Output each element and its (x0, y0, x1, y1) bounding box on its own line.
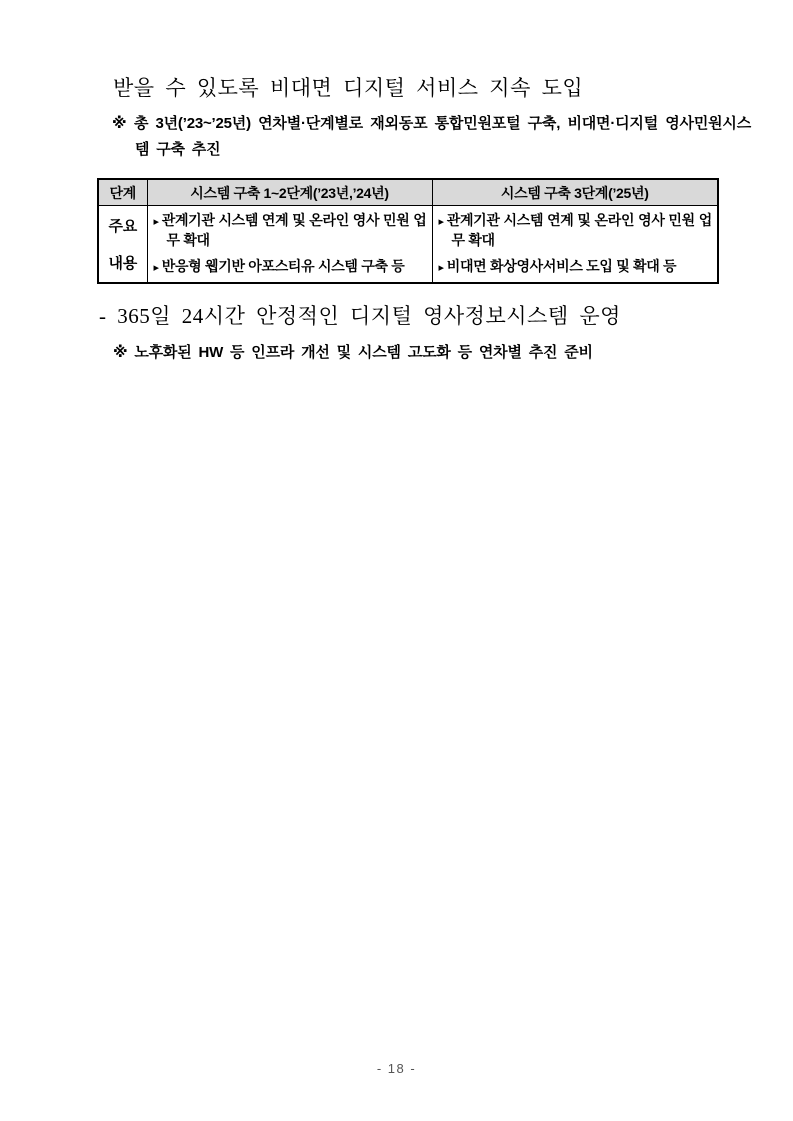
bullet-icon: ▸ (438, 262, 444, 274)
note-infra-upgrade: ※ 노후화된 HW 등 인프라 개선 및 시스템 고도화 등 연차별 추진 준비 (113, 344, 593, 361)
heading-system-operation: - 365일 24시간 안정적인 디지털 영사정보시스템 운영 (99, 304, 621, 328)
system-build-stage-table (97, 178, 719, 284)
table-header-phase-3: 시스템 구축 3단계(’25년) (432, 179, 718, 206)
table-row-label-line2: 내용 (108, 255, 137, 272)
bullet-icon: ▸ (153, 262, 159, 274)
table-row-label-line1: 주요 (108, 218, 137, 235)
table-header-stage: 단계 (98, 179, 147, 206)
bullet-text: 반응형 웹기반 아포스티유 시스템 구축 등 (161, 258, 405, 274)
bullet-item (439, 211, 713, 249)
page-number: - 18 - (376, 1061, 417, 1076)
table-cell-phase-3 (432, 206, 718, 284)
bullet-item (439, 257, 713, 277)
bullet-icon: ▸ (438, 216, 444, 228)
bullet-item (154, 257, 427, 277)
note-system-build-plan: ※ 총 3년(’23~’25년) 연차별·단계별로 재외동포 통합민원포털 구축, 비대면·디지털 영사민원시스템 구축 추진 (112, 115, 751, 158)
bullet-icon: ▸ (153, 216, 159, 228)
table-row-label-cell (98, 206, 147, 284)
table-row-label (100, 215, 146, 273)
bullet-text: 관계기관 시스템 연계 및 온라인 영사 민원 업무 확대 (446, 212, 712, 248)
heading-digital-service: 받을 수 있도록 비대면 디지털 서비스 지속 도입 (113, 76, 584, 100)
bullet-text: 관계기관 시스템 연계 및 온라인 영사 민원 업무 확대 (161, 212, 427, 248)
bullet-text: 비대면 화상영사서비스 도입 및 확대 등 (446, 258, 677, 274)
table-header-row (98, 179, 718, 206)
table-cell-phase-1-2 (147, 206, 432, 284)
bullet-item (154, 211, 427, 249)
table-body-row (98, 206, 718, 284)
table-header-phase-1-2: 시스템 구축 1~2단계(’23년,’24년) (147, 179, 432, 206)
